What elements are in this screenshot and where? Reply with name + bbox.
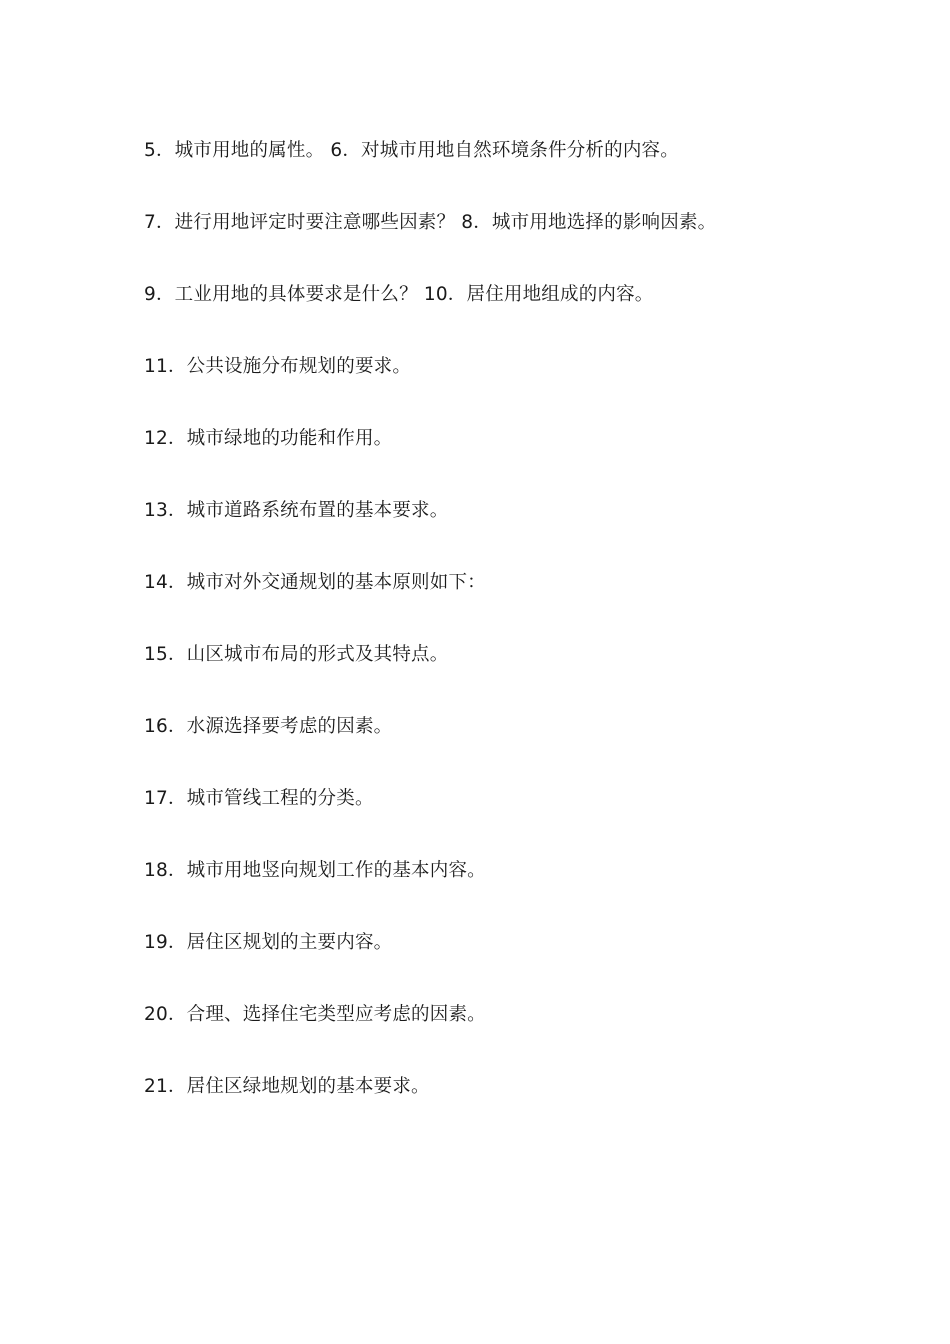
question-line-9-10: 9．工业用地的具体要求是什么？ 10．居住用地组成的内容。 — [144, 284, 654, 305]
question-line-19: 19．居住区规划的主要内容。 — [144, 932, 393, 953]
question-line-15: 15．山区城市布局的形式及其特点。 — [144, 644, 449, 665]
question-line-12: 12．城市绿地的功能和作用。 — [144, 428, 393, 449]
question-line-7-8: 7．进行用地评定时要注意哪些因素？ 8．城市用地选择的影响因素。 — [144, 212, 717, 233]
question-line-18: 18．城市用地竖向规划工作的基本内容。 — [144, 860, 486, 881]
question-line-5-6: 5．城市用地的属性。 6．对城市用地自然环境条件分析的内容。 — [144, 140, 679, 161]
question-line-13: 13．城市道路系统布置的基本要求。 — [144, 500, 449, 521]
question-line-16: 16．水源选择要考虑的因素。 — [144, 716, 393, 737]
question-line-11: 11．公共设施分布规划的要求。 — [144, 356, 412, 377]
question-line-21: 21．居住区绿地规划的基本要求。 — [144, 1076, 430, 1097]
question-line-17: 17．城市管线工程的分类。 — [144, 788, 374, 809]
question-line-14: 14．城市对外交通规划的基本原则如下： — [144, 572, 486, 593]
question-line-20: 20．合理、选择住宅类型应考虑的因素。 — [144, 1004, 486, 1025]
question-list — [144, 136, 904, 1144]
